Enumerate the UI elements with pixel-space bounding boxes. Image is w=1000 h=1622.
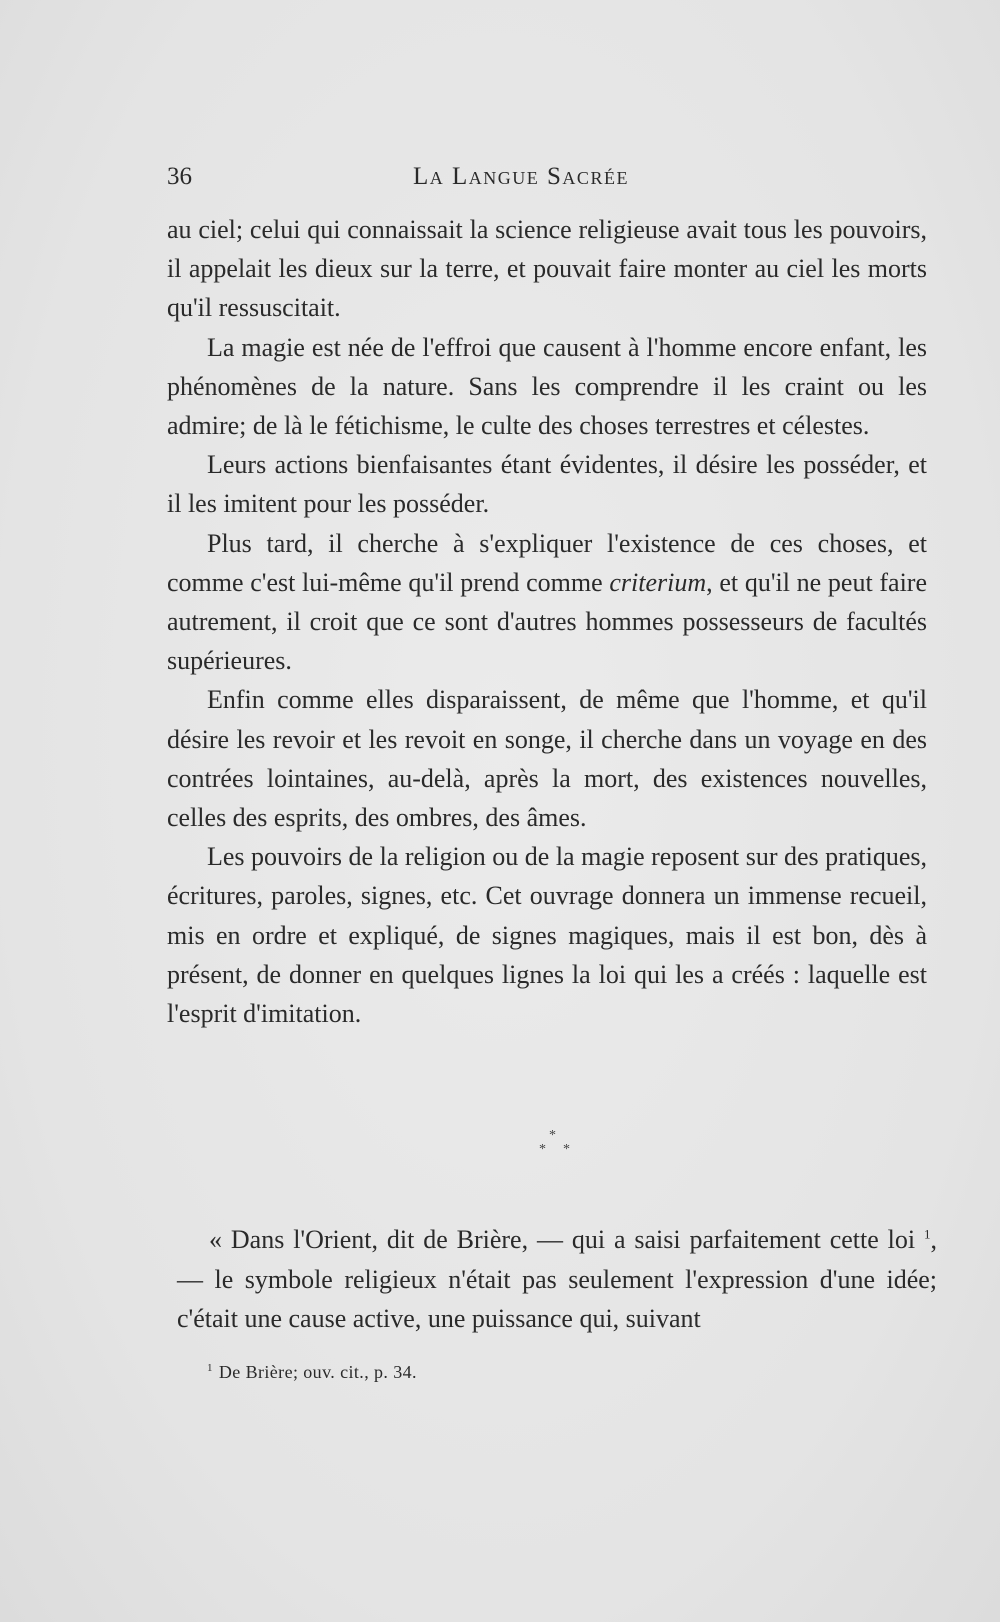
running-title: La Langue Sacrée xyxy=(413,163,629,190)
ornament-star: * xyxy=(539,1142,546,1157)
quotation xyxy=(177,1220,937,1339)
footnote-reference: 1 xyxy=(924,1226,931,1242)
footnote-mark: 1 xyxy=(207,1362,213,1374)
paragraph xyxy=(177,1220,937,1339)
quote-text: , — le symbole religieux n'était pas seulement l'expression d'une idée; c'était une cause active, une puissance qui, suivant xyxy=(177,1225,937,1333)
section-ornament xyxy=(0,1128,1000,1168)
paragraph-text: , et qu'il ne peut faire autrement, il croit que ce sont d'autres hommes possesseurs de facultés supérieures. xyxy=(167,567,927,676)
paragraph: au ciel; celui qui connaissait la science religieuse avait tous les pouvoirs, il appelait les dieux sur la terre, et pouvait faire monter au ciel les morts qu'il ressuscitait. xyxy=(167,215,927,323)
footnote-text: De Brière; ouv. cit., p. 34. xyxy=(218,1362,417,1382)
paragraph: La magie est née de l'effroi que causent à l'homme encore enfant, les phénomènes de la nature. Sans les comprendre il les craint ou les admire; de là le fétichisme, le culte des choses terrestres et célestes. xyxy=(167,332,927,441)
paragraph: Leurs actions bienfaisantes étant évidentes, il désire les posséder, et il les imitent pour les posséder. xyxy=(167,450,927,519)
paragraph: Enfin comme elles disparaissent, de même que l'homme, et qu'il désire les revoir et les revoit en songe, il cherche dans un voyage en des contrées lointaines, au-delà, après la mort, des existences nouvelles, celles des esprits, des ombres, des âmes. xyxy=(167,685,927,833)
ornament-star: * xyxy=(563,1142,570,1157)
footnote xyxy=(207,1362,907,1383)
italic-term: criterium xyxy=(609,567,707,597)
quote-text: « Dans l'Orient, dit de Brière, — qui a saisi parfaitement cette loi xyxy=(209,1225,924,1254)
ornament-star: * xyxy=(549,1128,556,1143)
paragraph: Les pouvoirs de la religion ou de la magie reposent sur des pratiques, écritures, paroles, signes, etc. Cet ouvrage donnera un immense recueil, mis en ordre et expliqué, de signes magiques, mais il est bon, dès à présent, de donner en quelques lignes la loi qui les a créés : laquelle est l'esprit d'imitation. xyxy=(167,842,927,1029)
main-text xyxy=(167,210,927,1033)
page-header xyxy=(167,163,937,199)
paragraph xyxy=(167,524,927,681)
page-number: 36 xyxy=(167,163,192,190)
paragraph-text: Plus tard, il cherche à s'expliquer l'existence de ces choses, et comme c'est lui-même qu'il prend comme xyxy=(167,528,927,597)
